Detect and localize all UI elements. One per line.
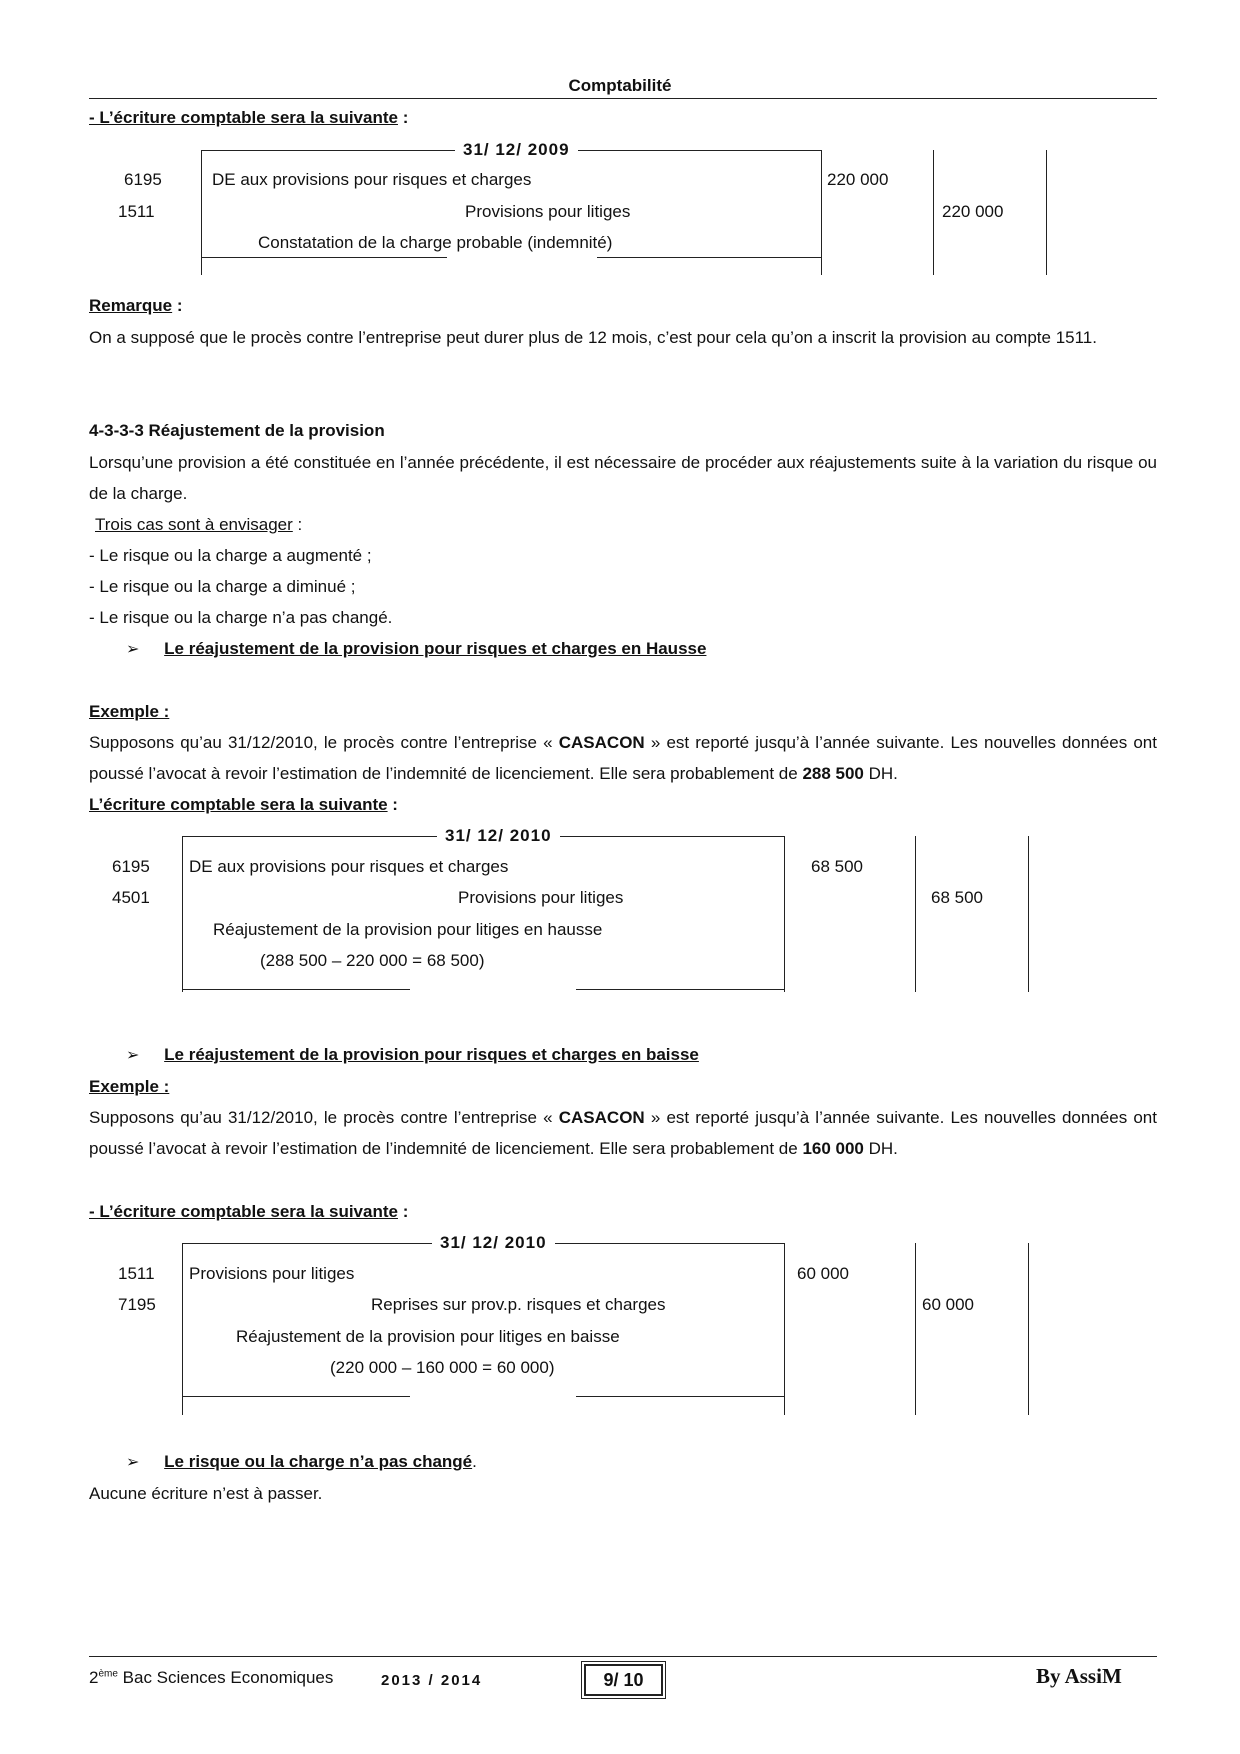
cases-title: Trois cas sont à envisager : <box>95 515 303 534</box>
footer-rule <box>89 1656 1157 1657</box>
case-item: - Le risque ou la charge n’a pas changé. <box>89 608 393 627</box>
header-rule <box>89 98 1157 99</box>
entry-date: 31/ 12/ 2010 <box>432 1233 555 1253</box>
footer-level: 2ème Bac Sciences Economiques <box>89 1668 334 1687</box>
entry-account: 1511 <box>118 202 155 221</box>
entry-intro-2: L’écriture comptable sera la suivante : <box>89 795 398 814</box>
entry-debit: 220 000 <box>827 170 889 189</box>
bullet-hausse <box>126 639 706 659</box>
entry-note: Réajustement de la provision pour litiges en baisse <box>236 1327 620 1346</box>
entry-debit: 68 500 <box>811 857 863 876</box>
example-text: Supposons qu’au 31/12/2010, le procès contre l’entreprise « CASACON » est reporté jusqu’à l’année suivante. Les nouvelles données ont poussé l’avocat à revoir l’estimation de l’indemnité de licenciement. Elle sera probablement de 288 500 DH. <box>89 733 1157 783</box>
example-text: Supposons qu’au 31/12/2010, le procès contre l’entreprise « CASACON » est reporté jusqu’à l’année suivante. Les nouvelles données ont poussé l’avocat à revoir l’estimation de l’indemnité de licenciement. Elle sera probablement de 160 000 DH. <box>89 1108 1157 1158</box>
entry-label: DE aux provisions pour risques et charges <box>212 170 532 189</box>
unchanged-text: Aucune écriture n’est à passer. <box>89 1484 323 1503</box>
section-heading: 4-3-3-3 Réajustement de la provision <box>89 421 385 440</box>
entry-label: Provisions pour litiges <box>189 1264 355 1283</box>
entry-date: 31/ 12/ 2009 <box>455 140 578 160</box>
arrow-icon: ➢ <box>126 641 140 658</box>
entry-note: (288 500 – 220 000 = 68 500) <box>260 951 485 970</box>
example-label: Exemple : <box>89 1077 170 1096</box>
entry-label: Provisions pour litiges <box>465 202 631 221</box>
entry-label: Reprises sur prov.p. risques et charges <box>371 1295 666 1314</box>
case-item: - Le risque ou la charge a diminué ; <box>89 577 356 596</box>
author-signature: By AssiM <box>1036 1664 1122 1688</box>
arrow-icon: ➢ <box>126 1047 140 1064</box>
footer-year: 2013 / 2014 <box>381 1672 483 1689</box>
entry-debit: 60 000 <box>797 1264 849 1283</box>
entry-account: 1511 <box>118 1264 155 1283</box>
arrow-icon: ➢ <box>126 1454 140 1471</box>
entry-credit: 220 000 <box>942 202 1004 221</box>
entry-note: Constatation de la charge probable (indemnité) <box>258 233 613 252</box>
remark-text: On a supposé que le procès contre l’entreprise peut durer plus de 12 mois, c’est pour cela qu’on a inscrit la provision au compte 1511. <box>89 328 1097 347</box>
entry-account: 7195 <box>118 1295 156 1314</box>
entry-credit: 68 500 <box>931 888 983 907</box>
entry-label: Provisions pour litiges <box>458 888 624 907</box>
entry-account: 4501 <box>112 888 150 907</box>
entry-account: 6195 <box>112 857 150 876</box>
hausse-title: Le réajustement de la provision pour risques et charges en Hausse <box>164 639 707 658</box>
remark-title: Remarque : <box>89 296 183 315</box>
entry-date: 31/ 12/ 2010 <box>437 826 560 846</box>
case-item: - Le risque ou la charge a augmenté ; <box>89 546 372 565</box>
page-header-title: Comptabilité <box>568 76 672 95</box>
bullet-unchanged: ➢ Le risque ou la charge n’a pas changé. <box>126 1452 477 1471</box>
bullet-baisse <box>126 1045 699 1065</box>
entry-intro-3: - L’écriture comptable sera la suivante : <box>89 1202 409 1221</box>
page-number: 9/ 10 <box>584 1664 663 1696</box>
section-text: Lorsqu’une provision a été constituée en l’année précédente, il est nécessaire de procéder aux réajustements suite à la variation du risque ou de la charge. <box>89 453 1157 503</box>
example-label: Exemple : <box>89 702 170 721</box>
entry-note: (220 000 – 160 000 = 60 000) <box>330 1358 555 1377</box>
baisse-title: Le réajustement de la provision pour risques et charges en baisse <box>164 1045 699 1064</box>
unchanged-title: Le risque ou la charge n’a pas changé <box>164 1452 473 1471</box>
entry-note: Réajustement de la provision pour litiges en hausse <box>213 920 603 939</box>
entry-intro-1: - L’écriture comptable sera la suivante : <box>89 108 409 127</box>
entry-credit: 60 000 <box>922 1295 974 1314</box>
entry-account: 6195 <box>124 170 162 189</box>
entry-label: DE aux provisions pour risques et charges <box>189 857 509 876</box>
